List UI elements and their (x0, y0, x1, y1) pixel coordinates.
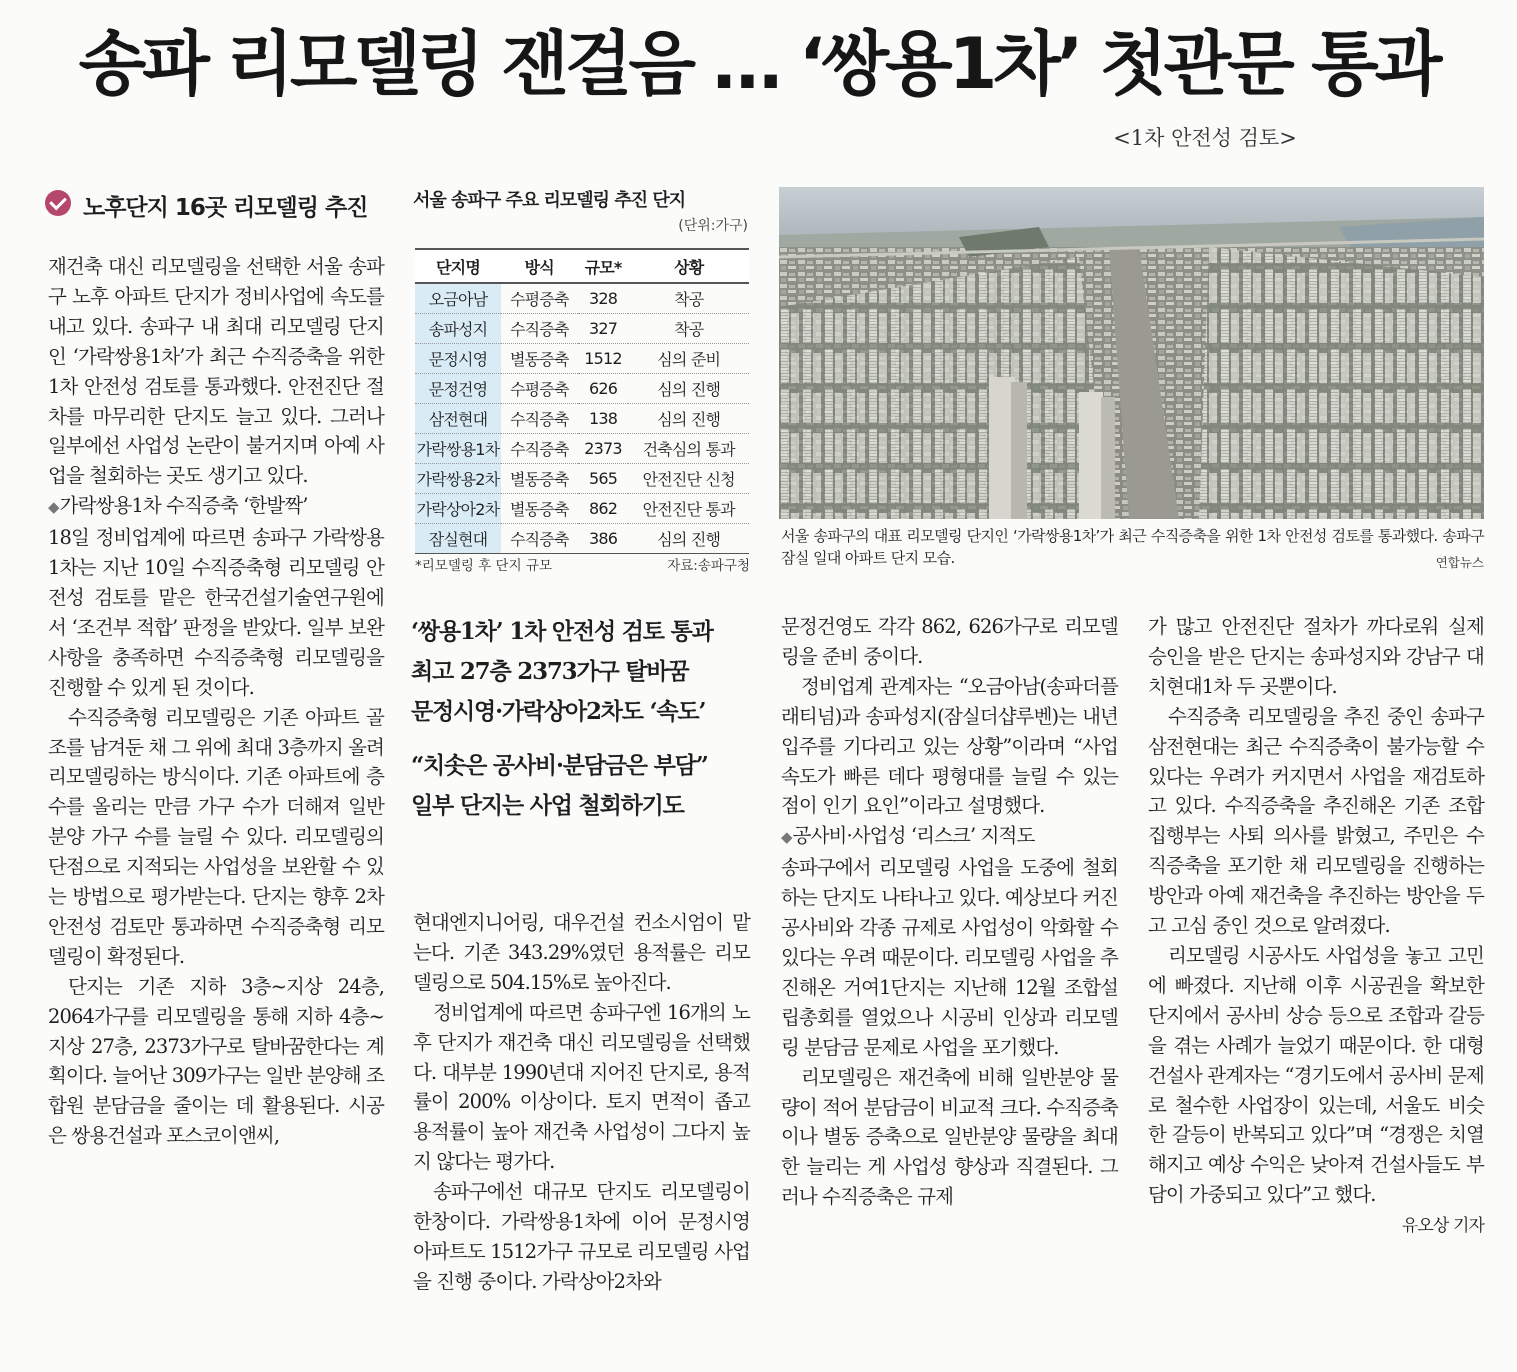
byline-text: 유오상 기자 (1401, 1216, 1484, 1237)
table-cell: 별동증축 (501, 494, 578, 524)
table-cell: 심의 진행 (628, 404, 749, 434)
summary-line: ‘쌍용1차’ 1차 안전성 검토 통과 (411, 618, 713, 645)
table-cell: 심의 진행 (628, 374, 749, 404)
paragraph: 리모델링 시공사도 사업성을 놓고 고민에 빠졌다. 지난해 이후 시공권을 확보한 단지에서 공사비 상승 등으로 조합과 갈등을 겪는 사례가 늘었기 때문이다. 한 대형 건설사 관계자는 “경기도에서 공사비 문제로 철수한 사업장이 있는데, 서울도 비슷한 갈등이 반복되고 있다”며 “경쟁은 치열해지고 예상 수익은 낮아져 건설사들도 부담이 가중되고 있다”고 했다. (1148, 943, 1484, 1207)
paragraph: 수직증축 리모델링을 추진 중인 송파구 삼전현대는 최근 수직증축이 불가능할 수 있다는 우려가 커지면서 사업을 재검토하고 있다. 수직증축을 추진해온 기존 조합 집행부는 사퇴 의사를 밝혔고, 주민은 수직증축을 포기한 채 리모델링을 진행하는 방안과 아예 재건축을 추진하는 방안을 두고 고심 중인 것으로 알려졌다. (1148, 704, 1484, 938)
table-cell: 386 (578, 524, 629, 554)
table-row (415, 314, 749, 344)
photo-caption: 서울 송파구의 대표 리모델링 단지인 ‘가락쌍용1차’가 최근 수직증축을 위한 1차 안전성 검토를 통과했다. 송파구 잠실 일대 아파트 단지 모습. (781, 527, 1484, 567)
summary-group (411, 746, 756, 826)
paragraph: 송파구에서 리모델링 사업을 도중에 철회하는 단지도 나타나고 있다. 예상보다 커진 공사비와 각종 규제로 사업성이 악화할 수 있다는 우려 때문이다. 리모델링 사업을 추진해온 거여1단지는 지난해 12월 조합설립총회를 열었으나 시공비 인상과 리모델링 분담금 문제로 사업을 포기했다. (781, 856, 1118, 1059)
table-header-row (415, 249, 749, 283)
table-cell: 오금아남 (415, 283, 501, 314)
table-footer (415, 554, 750, 574)
subheading: ◆ 가락쌍용1차 수직증축 ‘한발짝’ (48, 491, 384, 523)
table-source: 자료:송파구청 (667, 558, 750, 574)
summary-line: “치솟은 공사비·분담금은 부담” (411, 752, 708, 779)
article-column-4 (1148, 612, 1484, 1242)
table-cell: 327 (578, 314, 629, 344)
photo-credit: 연합뉴스 (1435, 555, 1484, 570)
table-cell: 수직증축 (501, 434, 578, 464)
paragraph: 18일 정비업계에 따르면 송파구 가락쌍용1차는 지난 10일 수직증축형 리모델링 안전성 검토를 맡은 한국건설기술연구원에서 ‘조건부 적합’ 판정을 받았다. 일부 보완사항을 충족하면 수직증축형 리모델링을 진행할 수 있게 된 것이다. (48, 526, 384, 699)
table-cell: 328 (578, 283, 629, 314)
table-cell: 안전진단 신청 (628, 464, 749, 494)
section-title (45, 188, 395, 222)
table-header: 규모* (578, 249, 629, 283)
table-row (415, 404, 749, 434)
paragraph: 수직증축형 리모델링은 기존 아파트 골조를 남겨둔 채 그 위에 최대 3층까지 올려 리모델링하는 방식이다. 기존 아파트에 층수를 올리는 만큼 가구 수가 더해져 일반분양 가구 수를 늘릴 수 있다. 리모델링의 단점으로 지적되는 사업성을 보완할 수 있는 방법으로 평가받는다. 단지는 향후 2차 안전성 검토만 통과하면 수직증축형 리모델링이 확정된다. (48, 705, 384, 968)
paragraph: 정비업계 관계자는 “오금아남(송파더플래티넘)과 송파성지(잠실더샵루벤)는 내년 입주를 기다리고 있는 상황”이라며 “사업 속도가 빠른 데다 평형대를 늘릴 수 있는 점이 인기 요인”이라고 설명했다. (781, 674, 1118, 818)
summary-box (411, 612, 756, 840)
table-cell: 문정건영 (415, 374, 501, 404)
table-cell: 송파성지 (415, 314, 501, 344)
table-cell: 138 (578, 404, 629, 434)
table-cell: 삼전현대 (415, 404, 501, 434)
section-title-text: 노후단지 16곳 리모델링 추진 (83, 195, 368, 221)
paragraph: 정비업계에 따르면 송파구엔 16개의 노후 단지가 재건축 대신 리모델링을 선택했다. 대부분 1990년대 지어진 단지로, 용적률이 200% 이상이다. 토지 면적이 좁고 용적률이 높아 재건축 사업성이 그다지 높지 않다는 평가다. (413, 1000, 750, 1174)
headline: 송파 리모델링 잰걸음 … ‘쌍용1차’ 첫관문 통과 (78, 23, 1439, 105)
table-title: 서울 송파구 주요 리모델링 추진 단지 (413, 190, 686, 211)
summary-line: 문정시영·가락상아2차도 ‘속도’ (411, 698, 706, 725)
table-cell: 수직증축 (501, 314, 578, 344)
table-row (415, 464, 749, 494)
table-cell: 1512 (578, 344, 629, 374)
article-column-3 (781, 612, 1118, 1212)
table-row (415, 524, 749, 554)
table-cell: 수직증축 (501, 524, 578, 554)
table-cell: 별동증축 (501, 344, 578, 374)
table-cell: 심의 진행 (628, 524, 749, 554)
paragraph: 현대엔지니어링, 대우건설 컨소시엄이 맡는다. 기존 343.29%였던 용적률은 리모델링으로 504.15%로 높아진다. (413, 911, 750, 994)
table-cell: 수평증축 (501, 374, 578, 404)
table-unit: (단위:가구) (678, 218, 748, 234)
table-cell: 626 (578, 374, 629, 404)
article-column-2 (413, 908, 750, 1297)
table-cell: 문정시영 (415, 344, 501, 374)
table-footnote: *리모델링 후 단지 규모 (415, 558, 552, 574)
table-cell: 착공 (628, 314, 749, 344)
paragraph: 리모델링은 재건축에 비해 일반분양 물량이 적어 분담금이 비교적 크다. 수직증축이나 별동 증축으로 일반분양 물량을 최대한 늘리는 게 사업성 향상과 직결된다. 그러나 수직증축은 규제 (781, 1065, 1118, 1209)
table-cell: 심의 준비 (628, 344, 749, 374)
paragraph: 가 많고 안전진단 절차가 까다로워 실제 승인을 받은 단지는 송파성지와 강남구 대치현대1차 두 곳뿐이다. (1148, 615, 1484, 698)
table-row (415, 374, 749, 404)
checkmark-icon (45, 190, 71, 216)
table-cell: 잠실현대 (415, 524, 501, 554)
aerial-city-photo (779, 187, 1484, 519)
table-header: 상황 (628, 249, 749, 283)
table-row (415, 283, 749, 314)
byline (1148, 1210, 1484, 1242)
paragraph: 송파구에선 대규모 단지도 리모델링이 한창이다. 가락쌍용1차에 이어 문정시영아파트도 1512가구 규모로 리모델링 사업을 진행 중이다. 가락상아2차와 (413, 1180, 750, 1293)
paragraph: 재건축 대신 리모델링을 선택한 서울 송파구 노후 아파트 단지가 정비사업에 속도를 내고 있다. 송파구 내 최대 리모델링 단지인 ‘가락쌍용1차’가 최근 수직증축을 위한 1차 안전성 검토를 통과했다. 안전진단 절차를 마무리한 단지도 늘고 있다. 그러나 일부에선 사업성 논란이 불거지며 아예 사업을 철회하는 곳도 생기고 있다. (48, 255, 384, 488)
table-cell: 수평증축 (501, 283, 578, 314)
table-header: 방식 (501, 249, 578, 283)
remodeling-table (415, 248, 749, 554)
summary-group (411, 612, 756, 732)
table-cell: 별동증축 (501, 464, 578, 494)
table-cell: 착공 (628, 283, 749, 314)
table-cell: 수직증축 (501, 404, 578, 434)
subheadline: <1차 안전성 검토> (1113, 126, 1297, 150)
table-row (415, 494, 749, 524)
summary-line: 일부 단지는 사업 철회하기도 (411, 792, 684, 819)
summary-line: 최고 27층 2373가구 탈바꿈 (411, 658, 689, 685)
table-cell: 가락쌍용2차 (415, 464, 501, 494)
paragraph: 단지는 기존 지하 3층~지상 24층, 2064가구를 리모델링을 통해 지하 4층~지상 27층, 2373가구로 탈바꿈한다는 계획이다. 늘어난 309가구는 일반 분양해 조합원 분담금을 줄이는 데 활용된다. 시공은 쌍용건설과 포스코이앤씨, (48, 974, 384, 1148)
paragraph: 문정건영도 각각 862, 626가구로 리모델링을 준비 중이다. (781, 615, 1118, 668)
table-cell: 가락쌍용1차 (415, 434, 501, 464)
table-row (415, 434, 749, 464)
table-header: 단지명 (415, 249, 501, 283)
table-cell: 2373 (578, 434, 629, 464)
aerial-apartments-illustration (779, 187, 1484, 519)
table-cell: 565 (578, 464, 629, 494)
article-column-1 (48, 252, 384, 1151)
table-cell: 안전진단 통과 (628, 494, 749, 524)
table-cell: 가락상아2차 (415, 494, 501, 524)
table-cell: 건축심의 통과 (628, 434, 749, 464)
subheading: ◆ 공사비·사업성 ‘리스크’ 지적도 (781, 821, 1118, 853)
table-cell: 862 (578, 494, 629, 524)
table-row (415, 344, 749, 374)
